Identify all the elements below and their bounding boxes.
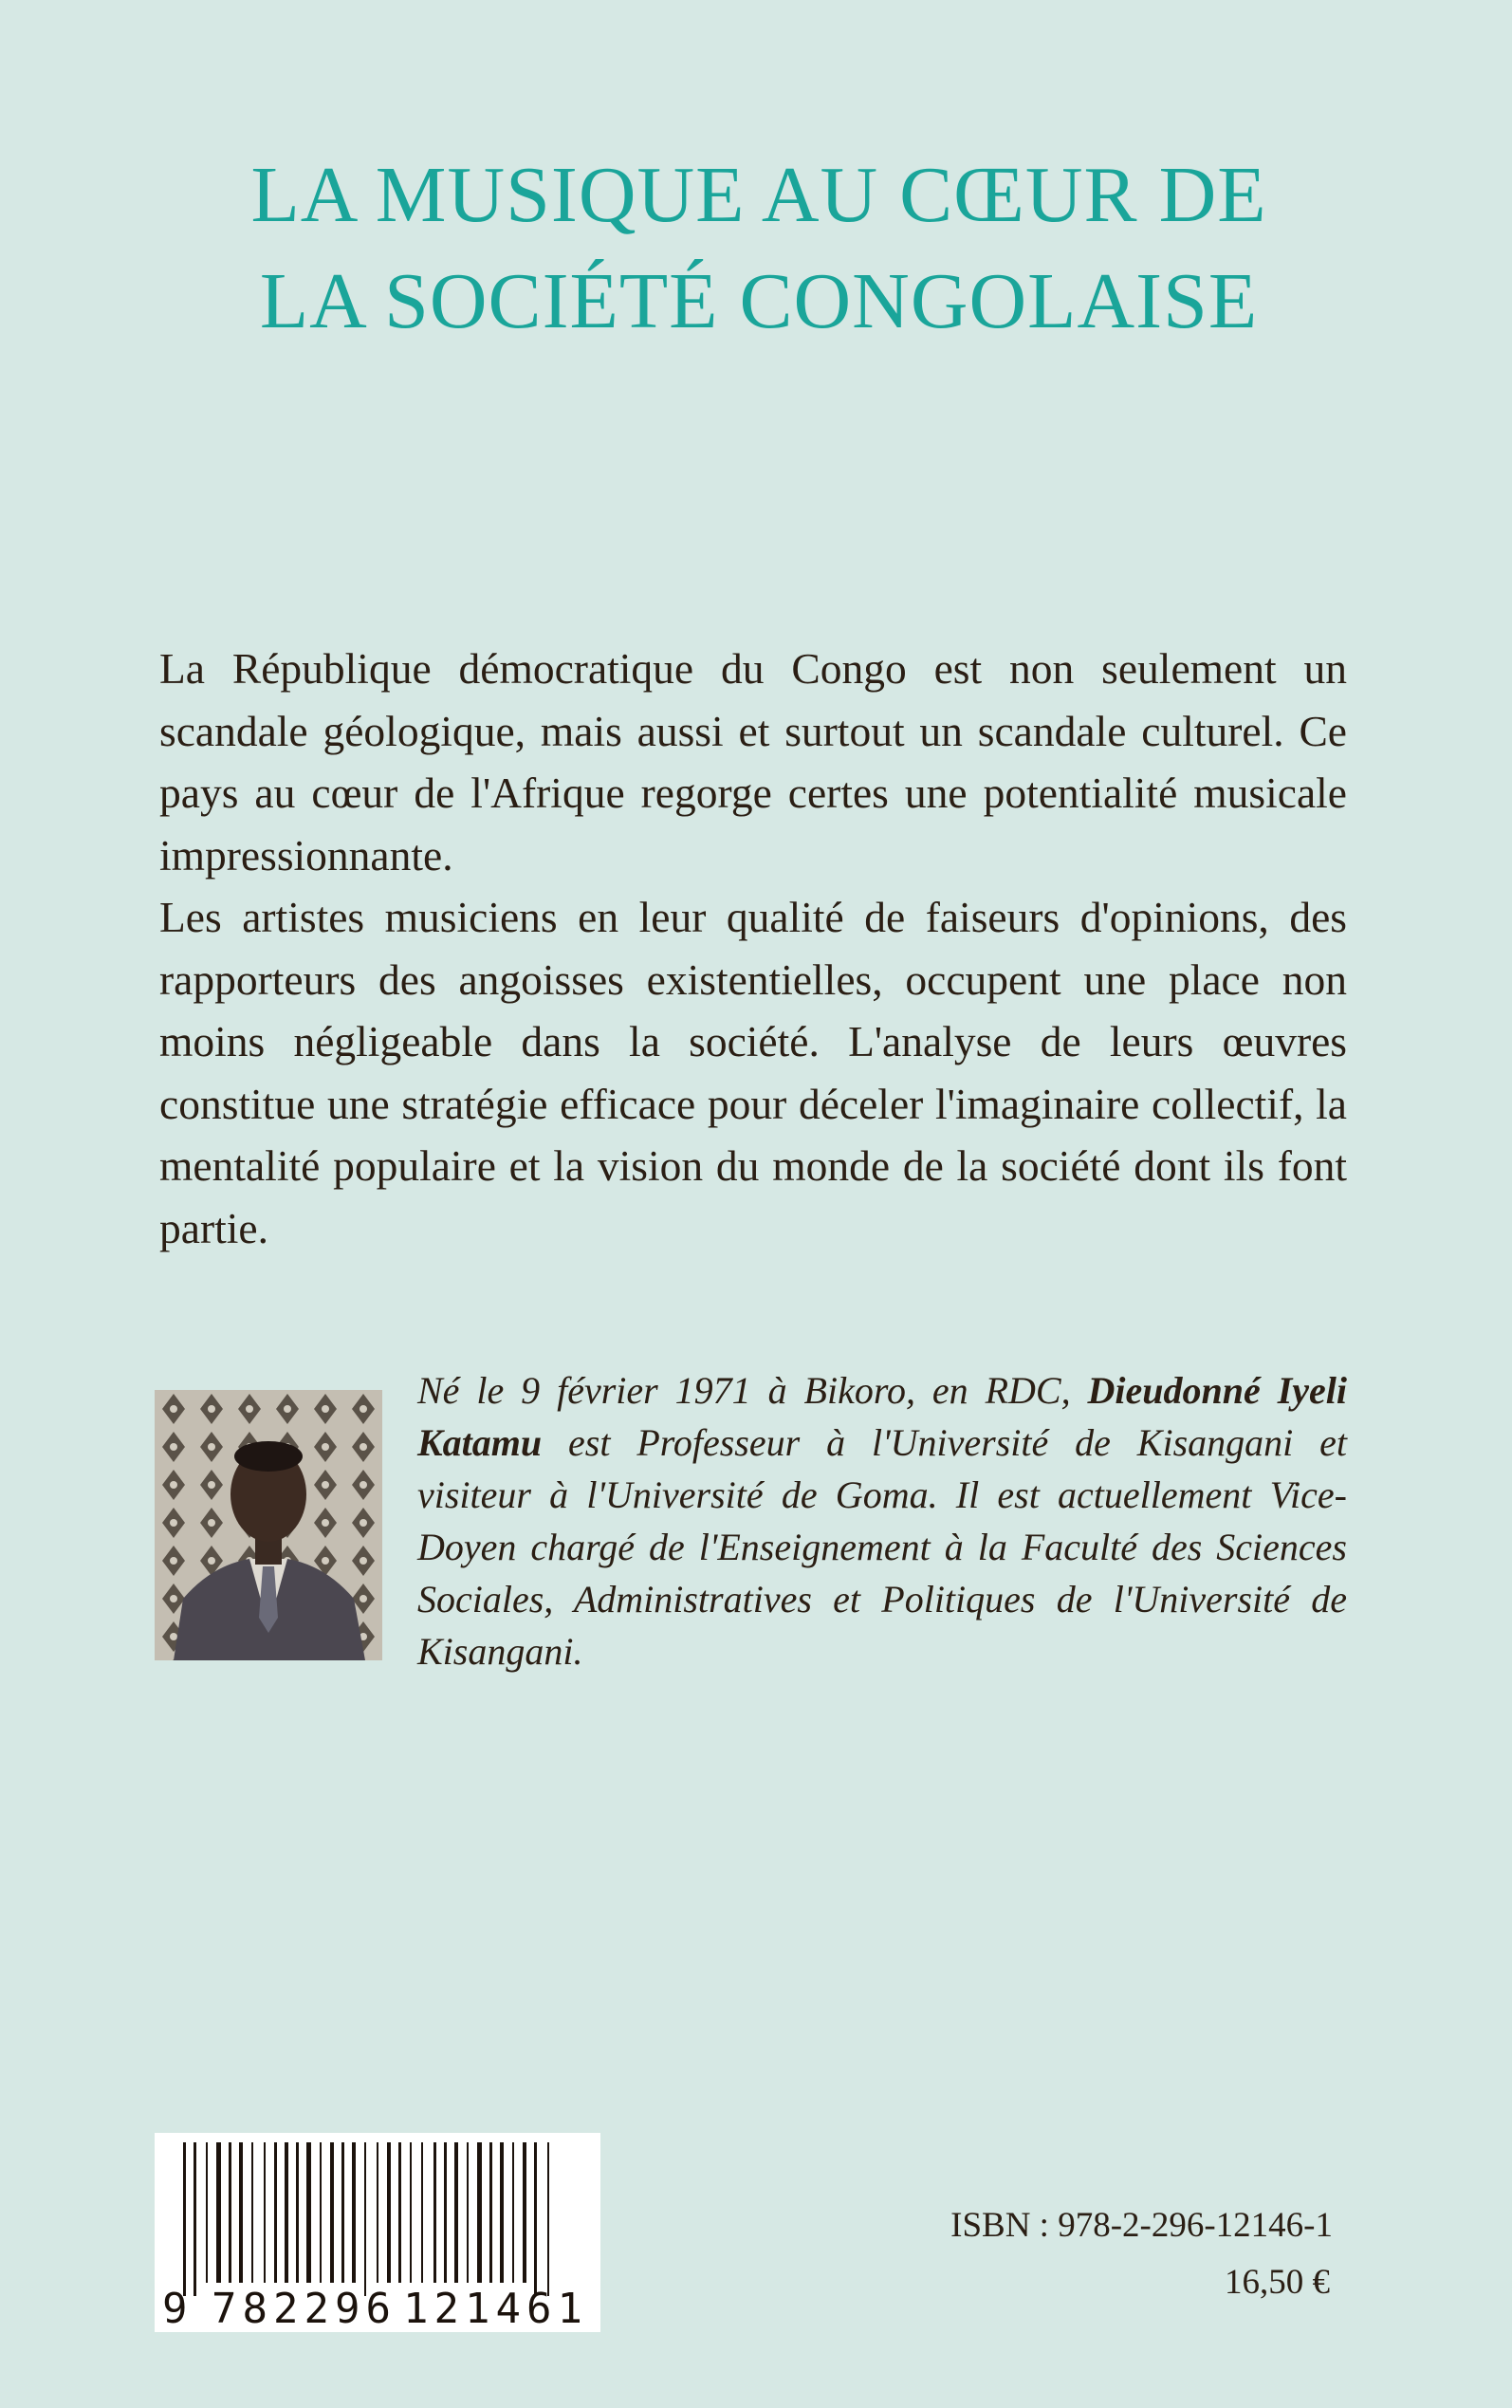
- barcode-bar: [320, 2142, 322, 2283]
- barcode-bar: [398, 2142, 401, 2283]
- barcode-bar: [433, 2142, 436, 2283]
- book-title: [152, 142, 1366, 355]
- barcode-bar: [306, 2142, 311, 2283]
- title-line-1: LA MUSIQUE AU CŒUR DE: [250, 151, 1267, 239]
- author-bio-rest: est Professeur à l'Université de Kisangani et visiteur à l'Université de Goma. Il est actuellement Vice-Doyen chargé de l'Enseignement à la Faculté des Sciences Sociales, Administratives et Politiques de l'Université de Kisangani.: [417, 1421, 1347, 1673]
- barcode-bar: [229, 2142, 231, 2283]
- author-bio-intro: Né le 9 février 1971 à Bikoro, en RDC,: [417, 1369, 1088, 1412]
- barcode-bar: [523, 2142, 526, 2283]
- barcode-bar: [512, 2142, 514, 2283]
- barcode-digits-left: 782296: [212, 2285, 396, 2332]
- barcode-bar: [264, 2142, 266, 2283]
- summary-paragraph-1: La République démocratique du Congo est non seulement un scandale géologique, mais aussi et surtout un scandale culturel. Ce pays au cœur de l'Afrique regorge certes une potentialité musicale impressionnante.: [159, 644, 1347, 880]
- barcode-bar: [251, 2142, 253, 2283]
- barcode-bar: [296, 2142, 299, 2283]
- barcode-bar: [377, 2142, 378, 2283]
- barcode-bar: [239, 2142, 243, 2283]
- barcode-bar: [410, 2142, 412, 2283]
- barcode-bar: [421, 2142, 423, 2283]
- barcode-bar: [444, 2142, 447, 2283]
- barcode-bar: [341, 2142, 344, 2283]
- summary-paragraph-2: Les artistes musiciens en leur qualité de faiseurs d'opinions, des rapporteurs des angoisses existentielles, occupent une place non moins négligeable dans la société. L'analyse de leurs œuvres constitue une stratégie efficace pour déceler l'imaginaire collectif, la mentalité populaire et la vision du monde de la société dont ils font partie.: [159, 893, 1347, 1252]
- barcode-bars: [183, 2142, 549, 2296]
- barcode-bar: [500, 2142, 504, 2283]
- barcode-digits-right: 121461: [403, 2285, 588, 2332]
- author-biography: [417, 1364, 1347, 1677]
- barcode-bar: [274, 2142, 277, 2283]
- barcode-bar: [534, 2142, 537, 2296]
- author-bio-text: [417, 1364, 1347, 1677]
- barcode-digits-lead: 9: [162, 2285, 188, 2332]
- title-line-2: LA SOCIÉTÉ CONGOLAISE: [259, 257, 1259, 345]
- barcode-bar: [216, 2142, 221, 2283]
- barcode-bar: [194, 2142, 196, 2296]
- barcode-bar: [467, 2142, 469, 2283]
- isbn-barcode: [155, 2133, 600, 2332]
- price: 16,50 €: [1225, 2263, 1330, 2302]
- book-summary: [159, 638, 1347, 1259]
- barcode-bar: [477, 2142, 482, 2283]
- barcode-bar: [352, 2142, 356, 2283]
- barcode-bar: [330, 2142, 334, 2283]
- barcode-bar: [364, 2142, 366, 2296]
- isbn-number: ISBN : 978-2-296-12146-1: [950, 2206, 1333, 2245]
- barcode-bar: [489, 2142, 492, 2283]
- barcode-bar: [454, 2142, 458, 2283]
- author-name: Dieudonné Iyeli Katamu: [417, 1369, 1348, 1464]
- author-photo: [155, 1390, 382, 1660]
- barcode-bar: [206, 2142, 208, 2283]
- barcode-bar: [547, 2142, 549, 2296]
- barcode-bar: [285, 2142, 288, 2283]
- barcode-bar: [387, 2142, 391, 2283]
- barcode-bar: [183, 2142, 186, 2296]
